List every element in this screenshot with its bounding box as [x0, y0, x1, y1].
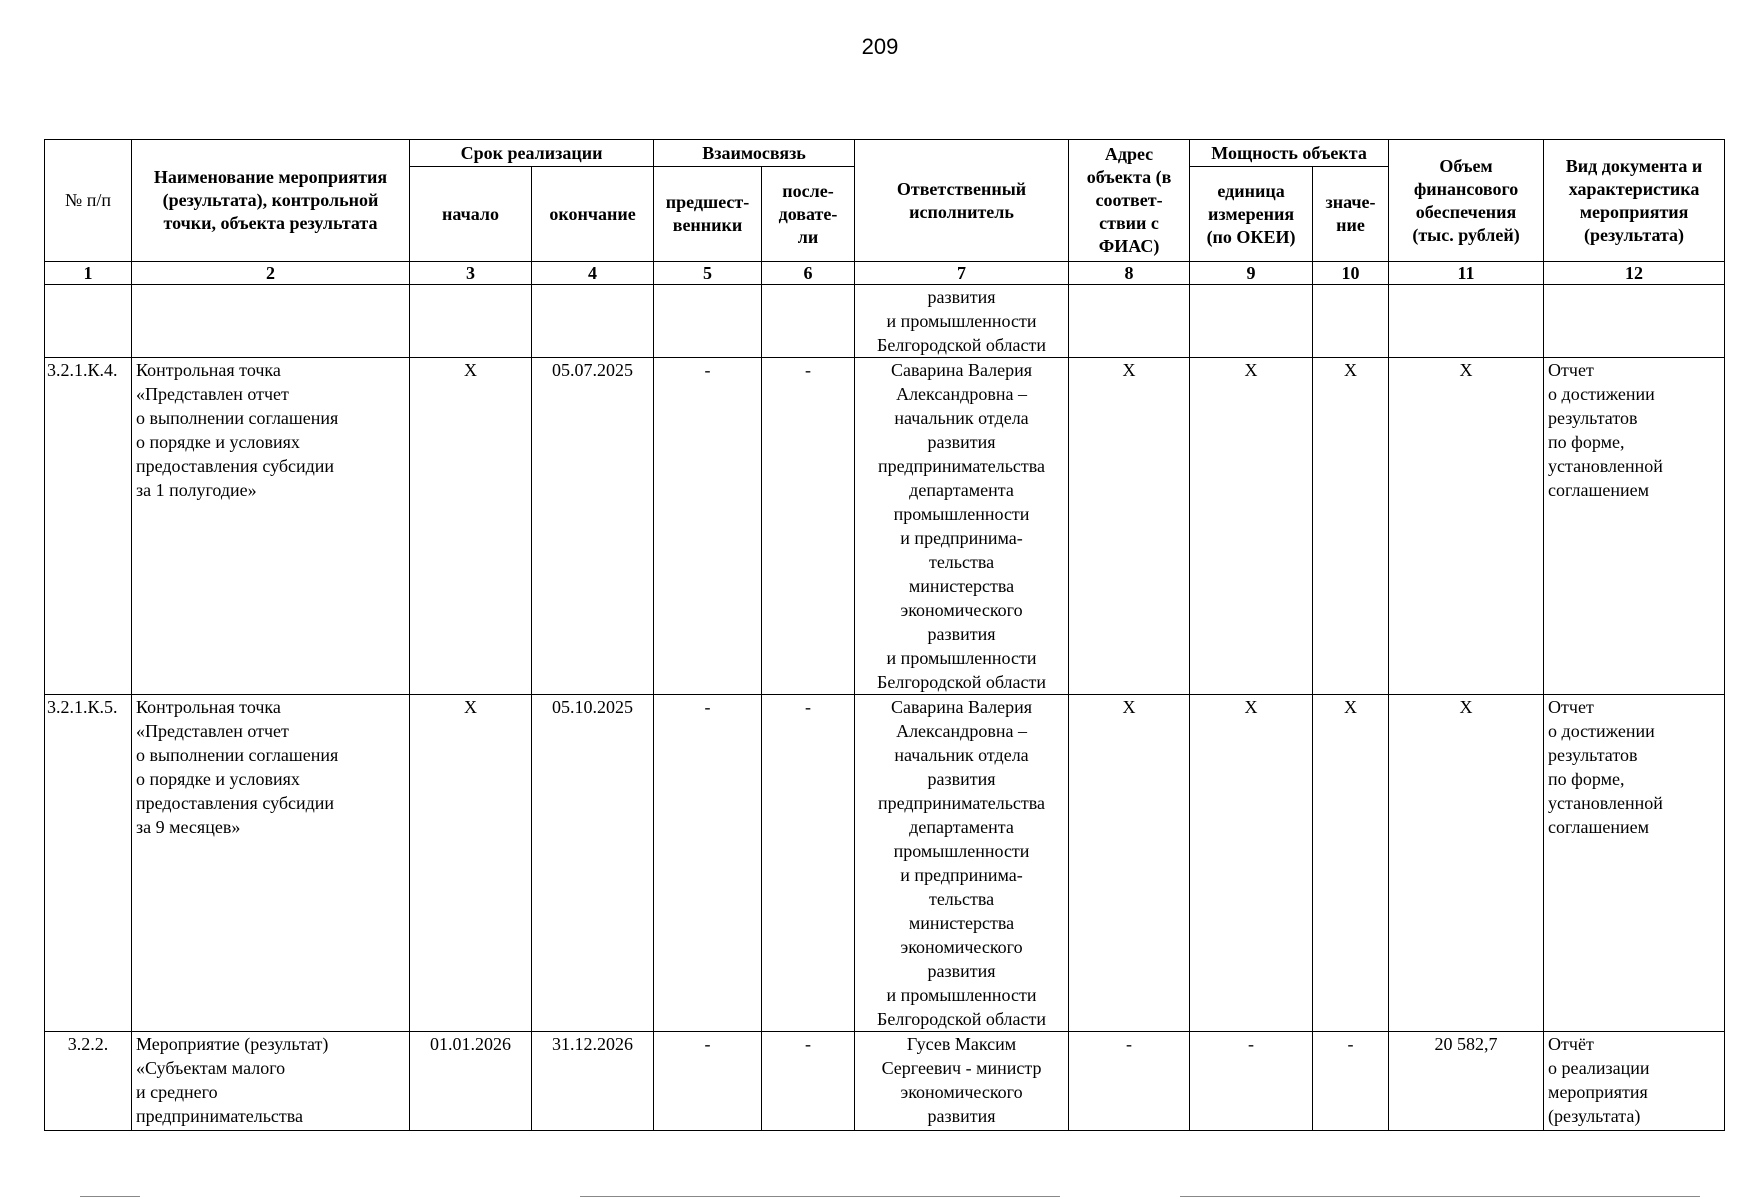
row-end: 05.10.2025: [532, 695, 654, 1032]
header-address: Адрес объекта (в соответ-ствии с ФИАС): [1069, 140, 1190, 262]
table-header: [45, 140, 1725, 285]
row-finance: [1389, 285, 1544, 358]
header-link-group: Взаимосвязь: [654, 140, 855, 167]
row-document: Отчет о достижении результатов по форме, установленной соглашением: [1544, 358, 1725, 695]
row-executor: Саварина Валерия Александровна – начальник отдела развития предпринимательства департамента промышленности и предпринима- тельства министерства экономического развития и промышленности Белгородской области: [855, 695, 1069, 1032]
row-num: 3.2.1.К.4.: [45, 358, 132, 695]
column-number: 10: [1313, 262, 1389, 285]
row-address: -: [1069, 1032, 1190, 1131]
row-start: [410, 285, 532, 358]
row-num: [45, 285, 132, 358]
row-value: -: [1313, 1032, 1389, 1131]
row-end: 05.07.2025: [532, 358, 654, 695]
scan-artifact-line: [580, 1196, 1060, 1197]
table-row: [45, 1032, 1725, 1131]
row-finance: X: [1389, 358, 1544, 695]
row-value: [1313, 285, 1389, 358]
column-number: 6: [762, 262, 855, 285]
column-number: 11: [1389, 262, 1544, 285]
column-number: 4: [532, 262, 654, 285]
header-document: Вид документа и характеристика мероприятия (результата): [1544, 140, 1725, 262]
row-document: [1544, 285, 1725, 358]
row-executor: Гусев Максим Сергеевич - министр экономического развития: [855, 1032, 1069, 1131]
row-start: X: [410, 695, 532, 1032]
header-period-group: Срок реализации: [410, 140, 654, 167]
row-finance: 20 582,7: [1389, 1032, 1544, 1131]
table-row: [45, 358, 1725, 695]
row-unit: -: [1190, 1032, 1313, 1131]
column-number: 12: [1544, 262, 1725, 285]
header-end: окончание: [532, 167, 654, 262]
column-number-row: [45, 262, 1725, 285]
row-end: [532, 285, 654, 358]
column-number: 1: [45, 262, 132, 285]
row-name: Мероприятие (результат) «Субъектам малого и среднего предпринимательства: [132, 1032, 410, 1131]
column-number: 8: [1069, 262, 1190, 285]
header-unit: единица измерения (по ОКЕИ): [1190, 167, 1313, 262]
column-number: 7: [855, 262, 1069, 285]
row-predecessors: -: [654, 695, 762, 1032]
row-value: X: [1313, 358, 1389, 695]
column-number: 5: [654, 262, 762, 285]
row-name: [132, 285, 410, 358]
header-executor: Ответственный исполнитель: [855, 140, 1069, 262]
row-predecessors: -: [654, 1032, 762, 1131]
row-executor: Саварина Валерия Александровна – начальник отдела развития предпринимательства департамента промышленности и предпринима- тельства министерства экономического развития и промышленности Белгородской области: [855, 358, 1069, 695]
header-finance: Объем финансового обеспечения (тыс. рублей): [1389, 140, 1544, 262]
row-unit: [1190, 285, 1313, 358]
column-number: 3: [410, 262, 532, 285]
header-name: Наименование мероприятия (результата), контрольной точки, объекта результата: [132, 140, 410, 262]
row-document: Отчет о достижении результатов по форме, установленной соглашением: [1544, 695, 1725, 1032]
row-start: X: [410, 358, 532, 695]
row-num: 3.2.2.: [45, 1032, 132, 1131]
row-start: 01.01.2026: [410, 1032, 532, 1131]
row-num: 3.2.1.К.5.: [45, 695, 132, 1032]
row-predecessors: -: [654, 358, 762, 695]
activities-table: [44, 139, 1725, 1131]
row-document: Отчёт о реализации мероприятия (результата): [1544, 1032, 1725, 1131]
row-successors: -: [762, 1032, 855, 1131]
row-name: Контрольная точка «Представлен отчет о выполнении соглашения о порядке и условиях предоставления субсидии за 9 месяцев»: [132, 695, 410, 1032]
header-start: начало: [410, 167, 532, 262]
page-number: 209: [861, 34, 899, 59]
row-unit: X: [1190, 358, 1313, 695]
header-predecessors: предшест- венники: [654, 167, 762, 262]
row-executor: развития и промышленности Белгородской области: [855, 285, 1069, 358]
row-address: X: [1069, 695, 1190, 1032]
scan-artifact-line: [1180, 1196, 1700, 1197]
row-successors: -: [762, 358, 855, 695]
header-capacity-group: Мощность объекта: [1190, 140, 1389, 167]
column-number: 2: [132, 262, 410, 285]
row-address: [1069, 285, 1190, 358]
table-row: [45, 695, 1725, 1032]
row-finance: X: [1389, 695, 1544, 1032]
row-predecessors: [654, 285, 762, 358]
header-value: значе- ние: [1313, 167, 1389, 262]
table-row: [45, 285, 1725, 358]
row-successors: -: [762, 695, 855, 1032]
header-successors: после- довате- ли: [762, 167, 855, 262]
scan-artifact-line: [80, 1196, 140, 1197]
header-num: № п/п: [45, 140, 132, 262]
row-unit: X: [1190, 695, 1313, 1032]
row-successors: [762, 285, 855, 358]
row-address: X: [1069, 358, 1190, 695]
row-end: 31.12.2026: [532, 1032, 654, 1131]
row-name: Контрольная точка «Представлен отчет о выполнении соглашения о порядке и условиях предоставления субсидии за 1 полугодие»: [132, 358, 410, 695]
row-value: X: [1313, 695, 1389, 1032]
column-number: 9: [1190, 262, 1313, 285]
